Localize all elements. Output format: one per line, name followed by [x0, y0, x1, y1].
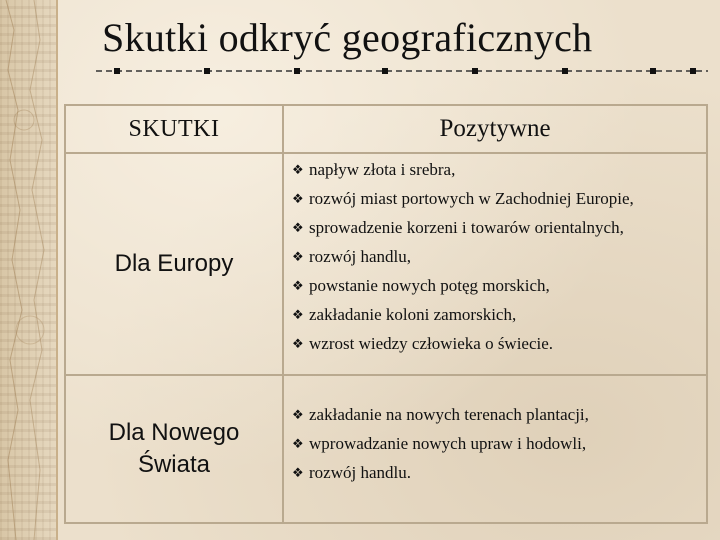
list-item: ❖ rozwój handlu, — [292, 242, 706, 271]
title-divider — [96, 64, 708, 78]
list-item: ❖ zakładanie koloni zamorskich, — [292, 300, 706, 329]
map-strip-pattern — [0, 0, 56, 540]
bullet-icon: ❖ — [292, 249, 304, 264]
bullet-icon: ❖ — [292, 465, 304, 480]
row-label-new-world: Dla Nowego Świata — [65, 375, 283, 523]
row-content-europe — [283, 153, 707, 375]
table-row — [65, 153, 707, 375]
bullet-icon: ❖ — [292, 336, 304, 351]
row-label-europe: Dla Europy — [65, 153, 283, 375]
list-item: ❖ powstanie nowych potęg morskich, — [292, 271, 706, 300]
list-item: ❖ rozwój handlu. — [292, 458, 706, 487]
bullet-icon: ❖ — [292, 278, 304, 293]
bullet-icon: ❖ — [292, 407, 304, 422]
page-title: Skutki odkryć geograficznych — [102, 15, 593, 60]
effects-table — [64, 104, 708, 524]
list-item: ❖ zakładanie na nowych terenach plantacji, — [292, 400, 706, 429]
bullet-icon: ❖ — [292, 162, 304, 177]
list-item: ❖ napływ złota i srebra, — [292, 155, 706, 184]
decorative-map-strip — [0, 0, 58, 540]
list-item: ❖ sprowadzenie korzeni i towarów orientalnych, — [292, 213, 706, 242]
bullet-icon: ❖ — [292, 220, 304, 235]
row-content-new-world — [283, 375, 707, 523]
list-item: ❖ wprowadzanie nowych upraw i hodowli, — [292, 429, 706, 458]
list-item: ❖ wzrost wiedzy człowieka o świecie. — [292, 329, 706, 358]
bullet-icon: ❖ — [292, 436, 304, 451]
header-skutki: SKUTKI — [65, 105, 283, 153]
list-item: ❖ rozwój miast portowych w Zachodniej Europie, — [292, 184, 706, 213]
table-header-row — [65, 105, 707, 153]
header-pozytywne: Pozytywne — [283, 105, 707, 153]
table-row — [65, 375, 707, 523]
bullet-icon: ❖ — [292, 307, 304, 322]
bullet-icon: ❖ — [292, 191, 304, 206]
